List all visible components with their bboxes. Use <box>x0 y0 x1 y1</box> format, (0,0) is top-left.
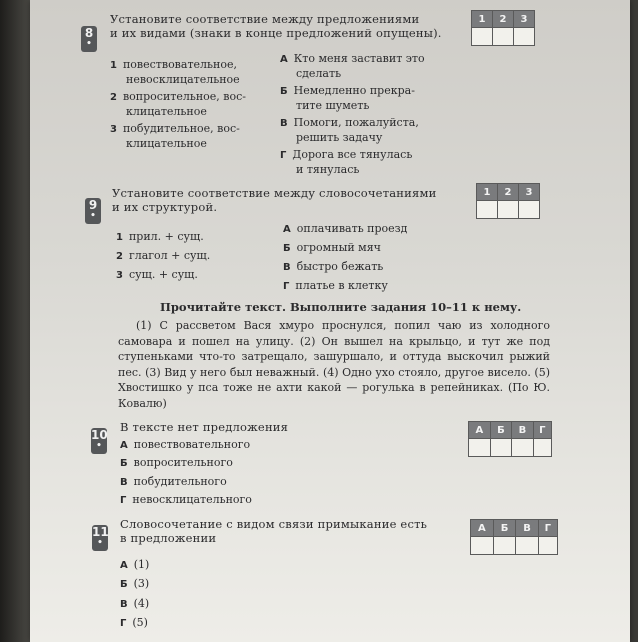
answer-cell[interactable] <box>493 28 514 46</box>
question-9-answer-grid <box>476 183 540 219</box>
answer-header: 1 <box>472 11 493 28</box>
question-8-text <box>110 12 442 40</box>
q8-right-option-a: А Кто меня заставит это сделать <box>280 52 425 80</box>
q8-right-option-g: Г Дорога все тянулась и тянулась <box>280 148 413 176</box>
worksheet-page <box>30 0 630 642</box>
answer-cell[interactable] <box>469 439 491 457</box>
question-10-number: 10 <box>91 428 108 442</box>
question-10-answer-grid <box>468 421 552 457</box>
question-11-badge: 11 • <box>92 525 108 551</box>
question-10-text: В тексте нет предложения <box>120 420 289 434</box>
answer-header: Б <box>493 520 515 537</box>
q10-option-a: А повествовательного <box>120 438 251 451</box>
answer-cell[interactable] <box>538 537 557 555</box>
answer-cell[interactable] <box>471 537 494 555</box>
question-11-text-line1: Словосочетание с видом связи примыкание есть <box>120 517 428 531</box>
q11-option-g: Г (5) <box>120 616 148 629</box>
question-11-number: 11 <box>92 525 109 539</box>
question-11-text-line2: в предложении <box>120 531 217 545</box>
q8-left-option-1: 1 повествовательное, невосклицательное <box>110 58 240 86</box>
q8-right-option-b: Б Немедленно прекра- тите шуметь <box>280 84 415 112</box>
question-8-number: 8 <box>84 26 94 40</box>
q11-option-b: Б (3) <box>120 577 150 590</box>
answer-cell[interactable] <box>514 28 535 46</box>
question-9-badge: 9 • <box>85 198 101 224</box>
answer-header: 2 <box>498 184 519 201</box>
book-binding-shadow <box>0 0 30 642</box>
q10-option-v: В побудительного <box>120 475 227 488</box>
answer-header: Г <box>533 422 551 439</box>
question-8-text-line2: и их видами (знаки в конце предложений опущены). <box>110 26 442 40</box>
answer-cell[interactable] <box>533 439 551 457</box>
q9-left-option-3: 3 сущ. + сущ. <box>116 268 198 281</box>
answer-cell[interactable] <box>516 537 538 555</box>
question-9-text <box>112 186 437 214</box>
answer-cell[interactable] <box>512 439 533 457</box>
question-8-text-line1: Установите соответствие между предложениями <box>110 12 420 26</box>
q10-option-g: Г невосклицательного <box>120 493 252 506</box>
answer-header: Г <box>538 520 557 537</box>
answer-cell[interactable] <box>498 201 519 219</box>
q9-right-option-a: А оплачивать проезд <box>283 222 408 235</box>
answer-cell[interactable] <box>472 28 493 46</box>
answer-header: 2 <box>493 11 514 28</box>
answer-header: 3 <box>514 11 535 28</box>
answer-header: А <box>469 422 491 439</box>
question-8-answer-grid <box>471 10 535 46</box>
answer-cell[interactable] <box>490 439 511 457</box>
answer-header: Б <box>490 422 511 439</box>
reading-heading: Прочитайте текст. Выполните задания 10–11 к нему. <box>160 300 522 314</box>
answer-cell[interactable] <box>477 201 498 219</box>
reading-passage-body: (1) С рассветом Вася хмуро проснулся, попил чаю из холодного самовара и пошел на улицу. (2) Он вышел на крыльцо, и тут же под ступеньками что-то затрещало, зашуршало, и оттуда выскочил рыжий пес. (3) Вид у него был неважный. (4) Одно ухо стояло, другое висело. (5) Хвостишко у пса тоже не ахти какой — рогулька в репейниках. (По Ю. Ковалю) <box>118 319 550 410</box>
q9-right-option-g: Г платье в клетку <box>283 279 388 292</box>
q9-right-option-v: В быстро бежать <box>283 260 384 273</box>
q9-left-option-1: 1 прил. + сущ. <box>116 230 204 243</box>
q8-right-option-v: В Помоги, пожалуйста, решить задачу <box>280 116 419 144</box>
answer-header: А <box>471 520 494 537</box>
q8-left-option-2: 2 вопросительное, вос- клицательное <box>110 90 246 118</box>
q8-left-option-3: 3 побудительное, вос- клицательное <box>110 122 240 150</box>
answer-header: 3 <box>519 184 540 201</box>
q11-option-v: В (4) <box>120 597 150 610</box>
answer-cell[interactable] <box>493 537 515 555</box>
answer-cell[interactable] <box>519 201 540 219</box>
question-8-badge: 8 • <box>81 26 97 52</box>
answer-header: В <box>516 520 538 537</box>
answer-header: 1 <box>477 184 498 201</box>
reading-passage <box>118 318 550 411</box>
q11-option-a: А (1) <box>120 558 150 571</box>
q9-right-option-b: Б огромный мяч <box>283 241 381 254</box>
question-10-badge: 10 • <box>91 428 107 454</box>
q10-option-b: Б вопросительного <box>120 456 233 469</box>
question-11-answer-grid <box>470 519 558 555</box>
question-9-number: 9 <box>88 198 98 212</box>
question-9-text-line1: Установите соответствие между словосочетаниями <box>112 186 437 200</box>
question-11-text <box>120 517 427 545</box>
q9-left-option-2: 2 глагол + сущ. <box>116 249 211 262</box>
answer-header: В <box>512 422 533 439</box>
question-9-text-line2: и их структурой. <box>112 200 218 214</box>
